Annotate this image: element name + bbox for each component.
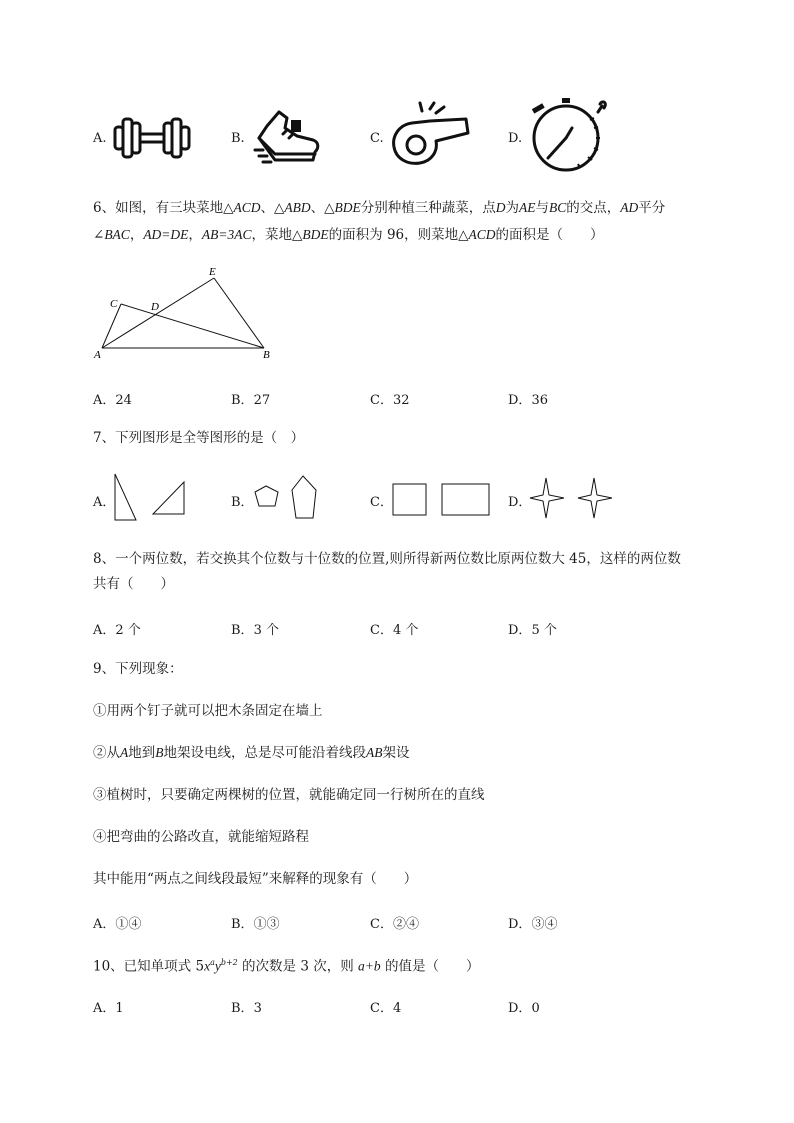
q10-stem: 10、已知单项式 $5x^ay^{b+2}$ 的次数是 3 次，则 a+b 的值是（ ） xyxy=(93,958,480,975)
q5-option-a-letter: A. xyxy=(93,131,107,146)
q10-option-c[interactable]: C．4 xyxy=(370,1001,402,1016)
q6-option-c[interactable]: C．32 xyxy=(370,393,410,408)
q8-option-d[interactable]: D．5 个 xyxy=(508,623,557,638)
q5-option-c-letter: C. xyxy=(370,131,384,146)
stopwatch-icon xyxy=(528,96,610,172)
q9-stem: 9、下列现象： xyxy=(93,661,183,677)
q6-label-a: A xyxy=(94,349,101,361)
q9-item-2: ②从A地到B地架设电线，总是尽可能沿着线段AB架设 xyxy=(93,745,410,761)
q9-option-d[interactable]: D．③④ xyxy=(508,917,558,932)
q9-option-c[interactable]: C．②④ xyxy=(370,917,419,932)
q9-item-3: ③植树时，只要确定两棵树的位置，就能确定同一行树所在的直线 xyxy=(93,787,485,803)
q9-item-1: ①用两个钉子就可以把木条固定在墙上 xyxy=(93,703,323,719)
q5-option-b-letter: B. xyxy=(231,131,245,146)
q7-option-b-letter[interactable]: B． xyxy=(231,495,254,510)
q6-triangle-figure xyxy=(90,262,280,366)
two-stars-icon xyxy=(528,476,616,522)
q7-option-c-letter[interactable]: C． xyxy=(370,495,393,510)
whistle-icon xyxy=(390,101,474,167)
q5-option-d-letter: D. xyxy=(508,131,523,146)
two-triangles-icon xyxy=(112,472,188,522)
q6-stem-line-2: ∠BAC，AD=DE，AB=3AC，菜地△BDE的面积为 96，则菜地△ACD的面积是（ ） xyxy=(93,227,604,243)
q8-option-a[interactable]: A．2 个 xyxy=(93,623,141,638)
q6-label-c: C xyxy=(110,298,118,310)
q6-label-d: D xyxy=(151,301,159,313)
q7-option-d-letter[interactable]: D． xyxy=(508,495,532,510)
q9-option-a[interactable]: A．①④ xyxy=(93,917,142,932)
q6-option-b[interactable]: B．27 xyxy=(231,393,271,408)
q8-stem-line-1: 8、一个两位数，若交换其个位数与十位数的位置,则所得新两位数比原两位数大 45，这样的两位数 xyxy=(93,551,681,567)
q9-option-b[interactable]: B．①③ xyxy=(231,917,280,932)
q8-option-c[interactable]: C．4 个 xyxy=(370,623,419,638)
q10-option-a[interactable]: A．1 xyxy=(93,1001,124,1016)
q10-option-b[interactable]: B．3 xyxy=(231,1001,262,1016)
q7-option-a-letter[interactable]: A． xyxy=(93,495,116,510)
q8-stem-line-2: 共有（ ） xyxy=(93,576,174,592)
two-pentagons-icon xyxy=(252,474,332,522)
q9-question: 其中能用“两点之间线段最短”来解释的现象有（ ） xyxy=(93,871,418,887)
q10-option-d[interactable]: D．0 xyxy=(508,1001,540,1016)
q7-stem: 7、下列图形是全等图形的是（ ） xyxy=(93,430,305,446)
q6-option-d[interactable]: D．36 xyxy=(508,393,548,408)
q9-item-4: ④把弯曲的公路改直，就能缩短路程 xyxy=(93,829,309,845)
q6-option-a[interactable]: A．24 xyxy=(93,393,132,408)
q6-stem-line-1: 6、如图，有三块菜地△ACD、△ABD、△BDE分别种植三种蔬菜，点D为AE与BC的交点，AD平分 xyxy=(93,200,666,216)
running-shoe-icon xyxy=(253,108,321,166)
dumbbell-icon xyxy=(113,115,191,161)
q8-option-b[interactable]: B．3 个 xyxy=(231,623,279,638)
q6-label-e: E xyxy=(209,266,216,278)
two-rectangles-icon xyxy=(391,481,493,517)
q6-label-b: B xyxy=(263,349,270,361)
